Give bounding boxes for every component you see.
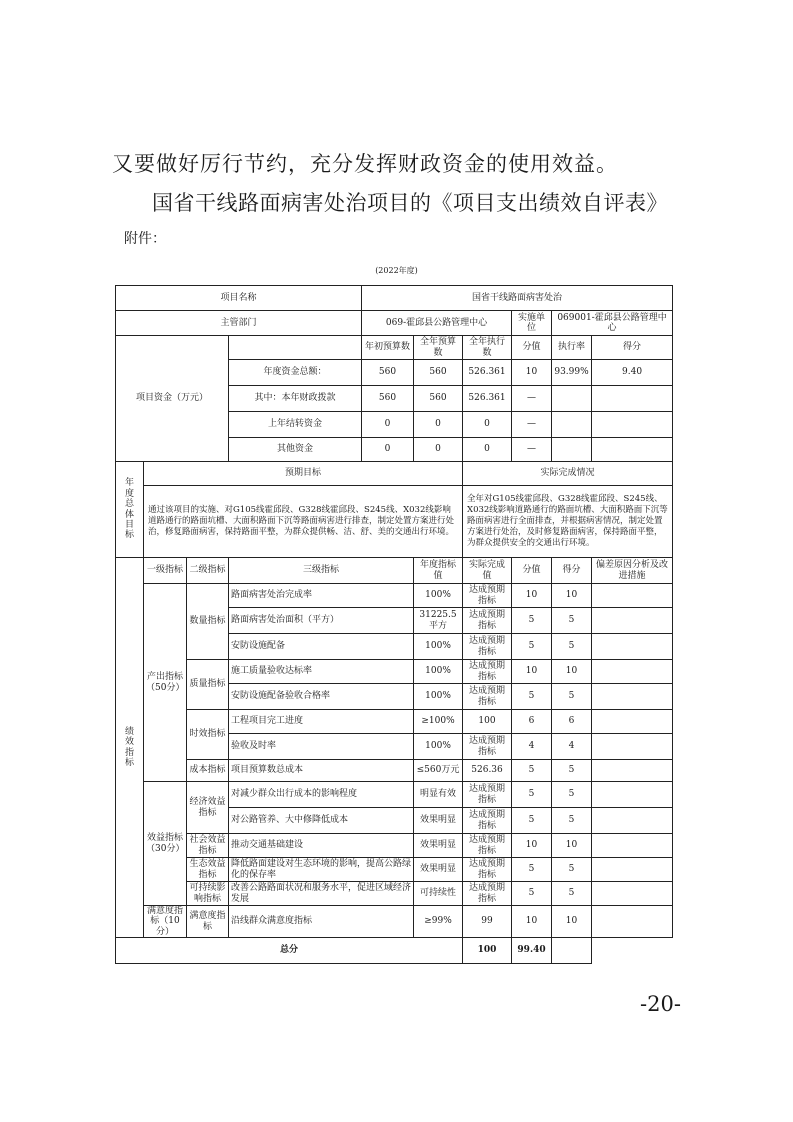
indicator-remark [592,710,673,734]
page-number: -20- [640,992,681,1016]
funds-cell: 9.40 [592,360,673,386]
indicator-actual: 达成预期指标 [463,608,512,634]
indicator-actual: 526.36 [463,760,512,782]
indicator-remark [592,584,673,608]
satisfaction-sub-label: 满意度指标 [187,906,229,938]
indicator-got: 10 [552,906,592,938]
sustain-indicator-label: 可持续影响指标 [187,882,229,906]
indicator-name: 推动交通基础建设 [229,834,414,858]
indicator-remark [592,634,673,660]
output-indicator-label: 产出指标（50分） [144,584,187,782]
indicator-score: 10 [512,660,552,684]
funds-cell: 10 [512,360,552,386]
funds-cell: 0 [362,412,414,438]
funds-cell [592,386,673,412]
indicator-score: 5 [512,858,552,882]
indicator-got: 5 [552,608,592,634]
indicator-header: 分值 [512,558,552,584]
indicator-target: 100% [414,660,463,684]
benefit-indicator-label: 效益指标（30分） [144,782,187,906]
indicator-name: 施工质量验收达标率 [229,660,414,684]
indicator-actual: 100 [463,710,512,734]
indicator-target: 100% [414,734,463,760]
indicator-score: 10 [512,906,552,938]
indicator-score: 4 [512,734,552,760]
funds-label: 项目资金（万元） [116,336,229,462]
indicator-target: 明显有效 [414,782,463,808]
funds-header-blank [229,336,362,360]
indicator-target: ≤560万元 [414,760,463,782]
indicator-actual: 达成预期指标 [463,684,512,710]
indicator-header: 偏差原因分析及改进措施 [592,558,673,584]
indicator-header: 三级指标 [229,558,414,584]
indicator-actual: 达成预期指标 [463,584,512,608]
indicator-actual: 达成预期指标 [463,834,512,858]
total-label: 总分 [116,938,463,964]
indicator-actual: 达成预期指标 [463,808,512,834]
performance-table [115,285,673,964]
funds-cell: 0 [414,438,463,462]
funds-row-label: 其他资金 [229,438,362,462]
quantity-indicator-label: 数量指标 [187,584,229,660]
funds-cell: 560 [414,386,463,412]
table-year: (2022年度) [375,266,418,275]
econ-indicator-label: 经济效益指标 [187,782,229,834]
funds-row-label: 年度资金总额： [229,360,362,386]
annual-goal-label: 年度总体目标 [116,462,144,558]
indicator-actual: 99 [463,906,512,938]
funds-cell [552,386,592,412]
perf-indicator-label: 绩效指标 [116,558,144,938]
indicator-target: 100% [414,684,463,710]
total-got: 99.40 [512,938,552,964]
indicator-remark [592,858,673,882]
indicator-name: 对减少群众出行成本的影响程度 [229,782,414,808]
expected-goal-header: 预期目标 [144,462,463,486]
indicator-name: 路面病害处治完成率 [229,584,414,608]
satisfaction-indicator-label: 满意度指标（10分） [144,906,187,938]
funds-cell [592,412,673,438]
actual-result-header: 实际完成情况 [463,462,673,486]
indicator-score: 6 [512,710,552,734]
indicator-got: 5 [552,858,592,882]
indicator-name: 改善公路路面状况和服务水平，促进区域经济发展 [229,882,414,906]
funds-cell: 560 [362,360,414,386]
indicator-score: 5 [512,782,552,808]
indicator-target: ≥99% [414,906,463,938]
funds-cell: — [512,386,552,412]
indicator-got: 10 [552,834,592,858]
indicator-target: 可持续性 [414,882,463,906]
indicator-header: 一级指标 [144,558,187,584]
indicator-actual: 达成预期指标 [463,734,512,760]
project-name: 国省干线路面病害处治 [362,286,673,311]
funds-col-header: 全年执行数 [463,336,512,360]
cost-indicator-label: 成本指标 [187,760,229,782]
time-indicator-label: 时效指标 [187,710,229,760]
indicator-name: 对公路管养、大中修降低成本 [229,808,414,834]
funds-cell: 560 [362,386,414,412]
indicator-target: 31225.5平方 [414,608,463,634]
indicator-remark [592,608,673,634]
funds-cell: — [512,438,552,462]
indicator-remark [592,760,673,782]
indicator-remark [592,834,673,858]
indicator-name: 验收及时率 [229,734,414,760]
indicator-got: 5 [552,782,592,808]
indicator-target: 效果明显 [414,834,463,858]
indicator-name: 项目预算数总成本 [229,760,414,782]
indicator-name: 安防设施配备验收合格率 [229,684,414,710]
indicator-target: 效果明显 [414,858,463,882]
total-score: 100 [463,938,512,964]
indicator-header: 实际完成值 [463,558,512,584]
indicator-name: 降低路面建设对生态环境的影响，提高公路绿化的保存率 [229,858,414,882]
indicator-header: 得分 [552,558,592,584]
indicator-score: 5 [512,760,552,782]
quality-indicator-label: 质量指标 [187,660,229,710]
indicator-got: 5 [552,634,592,660]
funds-cell: 0 [463,412,512,438]
funds-cell: 526.361 [463,360,512,386]
indicator-score: 5 [512,634,552,660]
indicator-got: 4 [552,734,592,760]
indicator-score: 5 [512,608,552,634]
funds-cell: 93.99% [552,360,592,386]
table-caption: 国省干线路面病害处治项目的《项目支出绩效自评表》 [152,191,668,215]
eco-indicator-label: 生态效益指标 [187,858,229,882]
funds-col-header: 得分 [592,336,673,360]
indicator-remark [592,906,673,938]
total-remark [552,938,592,964]
unit-label: 实施单位 [512,311,552,336]
indicator-target: 效果明显 [414,808,463,834]
indicator-target: ≥100% [414,710,463,734]
indicator-got: 5 [552,684,592,710]
funds-cell: 526.361 [463,386,512,412]
actual-result-text: 全年对G105线霍邱段、G328线霍邱段、S245线、X032线影响道路通行的路面坑槽、大面积路面下沉等路面病害进行全面排查，并根据病害情况，制定处置方案进行处治，及时修复路面病害，保持路面平整，为群众提供安全的交通出行环境。 [463,486,673,558]
funds-cell: 0 [463,438,512,462]
indicator-remark [592,882,673,906]
indicator-score: 5 [512,684,552,710]
dept-value: 069-霍邱县公路管理中心 [362,311,512,336]
indicator-remark [592,782,673,808]
funds-cell [592,438,673,462]
funds-row-label: 上年结转资金 [229,412,362,438]
indicator-remark [592,660,673,684]
funds-col-header: 执行率 [552,336,592,360]
indicator-actual: 达成预期指标 [463,634,512,660]
funds-row-label: 其中：本年财政拨款 [229,386,362,412]
funds-cell: 0 [362,438,414,462]
funds-col-header: 年初预算数 [362,336,414,360]
indicator-remark [592,684,673,710]
indicator-remark [592,734,673,760]
indicator-score: 10 [512,584,552,608]
indicator-actual: 达成预期指标 [463,882,512,906]
indicator-name: 工程项目完工进度 [229,710,414,734]
indicator-header: 二级指标 [187,558,229,584]
funds-col-header: 分值 [512,336,552,360]
dept-label: 主管部门 [116,311,362,336]
funds-cell: 0 [414,412,463,438]
unit-value: 069001-霍邱县公路管理中心 [552,311,673,336]
attachment-label: 附件： [124,231,166,247]
indicator-target: 100% [414,584,463,608]
indicator-actual: 达成预期指标 [463,660,512,684]
indicator-score: 5 [512,882,552,906]
indicator-name: 安防设施配备 [229,634,414,660]
indicator-score: 10 [512,834,552,858]
body-text-line: 又要做好厉行节约，充分发挥财政资金的使用效益。 [112,152,618,176]
funds-cell: 560 [414,360,463,386]
funds-cell: — [512,412,552,438]
funds-cell [552,412,592,438]
indicator-target: 100% [414,634,463,660]
indicator-score: 5 [512,808,552,834]
indicator-got: 5 [552,760,592,782]
social-indicator-label: 社会效益指标 [187,834,229,858]
indicator-got: 10 [552,660,592,684]
indicator-actual: 达成预期指标 [463,782,512,808]
indicator-got: 5 [552,808,592,834]
indicator-name: 沿线群众满意度指标 [229,906,414,938]
project-name-label: 项目名称 [116,286,362,311]
expected-goal-text: 通过该项目的实施、对G105线霍邱段、G328线霍邱段、S245线、X032线影响道路通行的路面坑槽、大面积路面下沉等路面病害进行排查，制定处置方案进行处治，修复路面病害，保持路面平整，为群众提供畅、洁、舒、美的交通出行环境。 [144,486,463,558]
funds-col-header: 全年预算数 [414,336,463,360]
indicator-remark [592,808,673,834]
indicator-actual: 达成预期指标 [463,858,512,882]
indicator-header: 年度指标值 [414,558,463,584]
indicator-name: 路面病害处治面积（平方） [229,608,414,634]
indicator-got: 10 [552,584,592,608]
indicator-got: 5 [552,882,592,906]
funds-cell [552,438,592,462]
indicator-got: 6 [552,710,592,734]
